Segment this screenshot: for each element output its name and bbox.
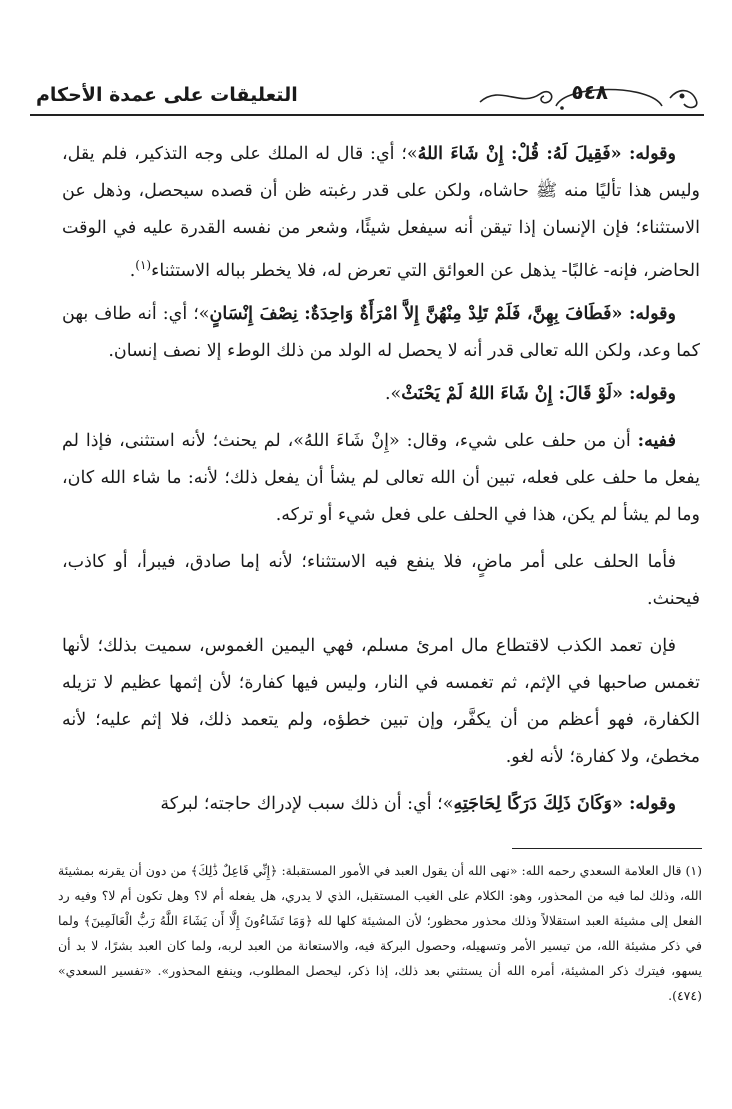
hadith-quote: فَطَافَ بِهِنَّ، فَلَمْ تَلِدْ مِنْهُنَّ إِلاَّ امْرَأَةٌ وَاحِدَةٌ: نِصْفَ إِنْسَانٍ: [209, 303, 612, 324]
paragraph-2: وقوله: «فَطَافَ بِهِنَّ، فَلَمْ تَلِدْ مِنْهُنَّ إِلاَّ امْرَأَةٌ وَاحِدَةٌ: نِصْفَ إِنْسَانٍ»؛ أي: أنه طاف بهن كما وعد، ولكن الله تعالى قدر أنه لا يحصل له الولد من ذلك الوطء إلا نصف إنسان.: [62, 303, 700, 361]
footnote-1: (١) قال العلامة السعدي رحمه الله: «نهى الله أن يقول العبد في الأمور المستقبلة: ﴿إِنِّي فَاعِلٌ ذَٰلِكَ﴾ من دون أن يقرنه بمشيئة الله، وذلك لما فيه من المحذور، وهو: الكلام على الغيب المستقبل، الذي لا يدري، هل يفعله أم لا؟ وهل تكون أم لا؟ وفيه رد الفعل إلى مشيئة العبد استقلالاً وذلك محذور محظور؛ لأن المشيئة كلها لله ﴿وَمَا تَشَاءُونَ إِلَّا أَن يَشَاءَ اللَّهُ رَبُّ الْعَالَمِينَ﴾ ولما في ذكر مشيئة الله، من تيسير الأمر وتسهيله، وحصول البركة فيه، والاستعانة من العبد لربه، ولما كان العبد بشرًا، لا بد أن يسهو، فيترك ذكر المشيئة، أمره الله أن يستثني بعد ذلك، إذا ذكر، ليحصل المطلوب، وينفع المحذور». «تفسير السعدي» (٤٧٤).: [58, 863, 702, 1003]
hadith-quote: وَكَانَ ذَلِكَ دَرَكًا لِحَاجَتِهِ: [453, 793, 612, 814]
paragraph-3: وقوله: «لَوْ قَالَ: إِنْ شَاءَ اللهُ لَمْ يَحْنَثْ».: [384, 383, 676, 404]
paragraph-4: ففيه: أن من حلف على شيء، وقال: «إِنْ شَاءَ اللهُ»، لم يحنث؛ لأنه استثنى، فإذا لم يفعل ما حلف على فعله، تبين أن الله تعالى لم يشأ أن يفعل ذلك؛ لأنه: ما شاء الله كان، وما لم يشأ لم يكن، هذا في الحلف على فعل شيء أو تركه.: [62, 430, 700, 525]
header-divider: [30, 114, 704, 116]
paragraph-6: فإن تعمد الكذب لاقتطاع مال امرئ مسلم، فهي اليمين الغموس، سميت بذلك؛ لأنها تغمس صاحبها في الإثم، ثم تغمسه في النار، وليس فيها كفارة؛ لأن إثمها عظيم لا تزيله الكفارة، فهو أعظم من أن يكفَّر، وإن تبين خطؤه، ولم يتعمد ذلك، فلا إثم عليه؛ لأنه مخطئ، ولا كفارة؛ لأنه لغو.: [62, 635, 700, 767]
paragraph-7: وقوله: «وَكَانَ ذَلِكَ دَرَكًا لِحَاجَتِهِ»؛ أي: أن ذلك سبب لإدراك حاجته؛ لبركة: [160, 793, 676, 814]
page-header: [22, 76, 710, 120]
main-text: [62, 136, 700, 829]
paragraph-5: فأما الحلف على أمر ماضٍ، فلا ينفع فيه الاستثناء؛ لأنه إما صادق، فيبرأ، أو كاذب، فيحنث.: [62, 551, 700, 609]
footnote-marker: (١): [135, 258, 152, 272]
running-title: التعليقات على عمدة الأحكام: [36, 84, 298, 106]
page-number: ٥٤٨: [571, 80, 608, 104]
paragraph-1: وقوله: «فَقِيلَ لَهُ: قُلْ: إِنْ شَاءَ اللهُ»؛ أي: قال له الملك على وجه التذكير، فلم يقل، وليس هذا تأليًا منه ﷺ حاشاه، ولكن على قدر رغبته ظن أن قصده سيحصل، وذهل عن الاستثناء؛ فإن الإنسان إذا تيقن أنه سيفعل شيئًا، وشعر من نفسه القدرة عليه في الوقت الحاضر، فإنه- غالبًا- يذهل عن العوائق التي تعرض له، فلا يخطر بباله الاستثناء$^{(١)}$.: [62, 144, 700, 281]
hadith-quote: لَوْ قَالَ: إِنْ شَاءَ اللهُ لَمْ يَحْنَثْ: [401, 383, 612, 404]
hadith-quote: فَقِيلَ لَهُ: قُلْ: إِنْ شَاءَ اللهُ: [417, 144, 611, 164]
footnote-divider: [512, 848, 702, 849]
footnotes: [58, 858, 702, 1008]
